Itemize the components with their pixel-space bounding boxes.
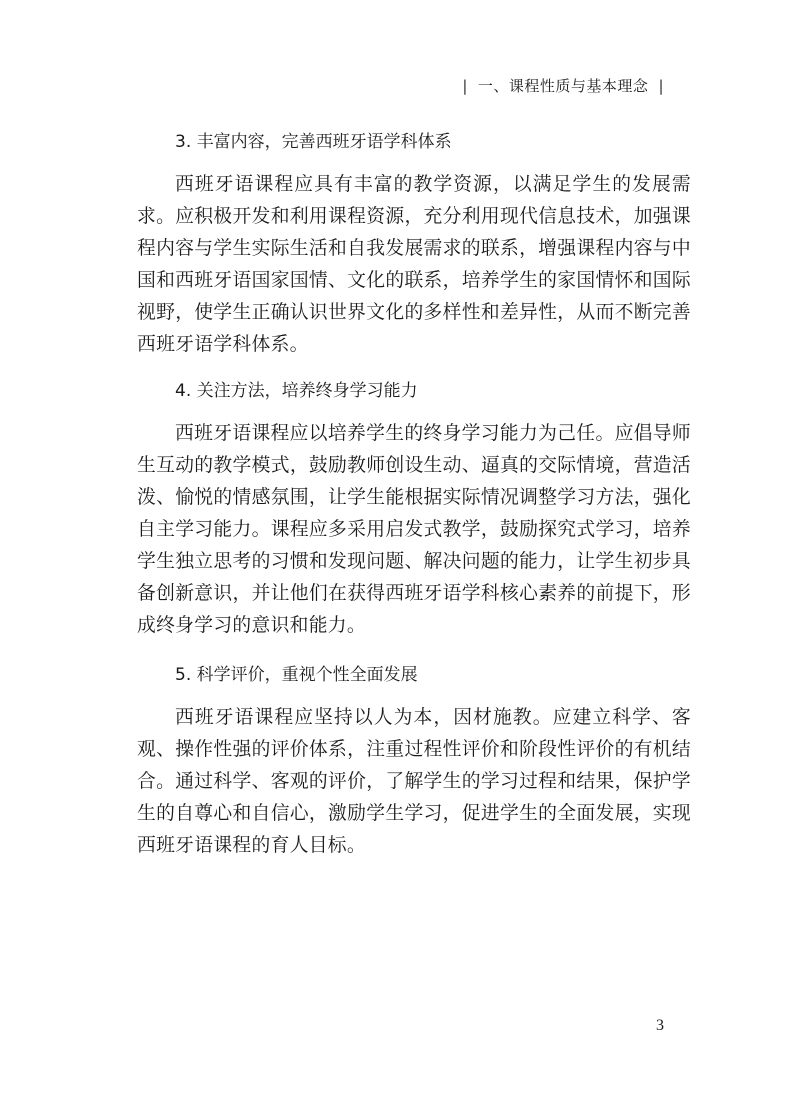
- section-paragraph: 西班牙语课程应坚持以人为本，因材施教。应建立科学、客观、操作性强的评价体系，注重过程性评价和阶段性评价的有机结合。通过科学、客观的评价，了解学生的学习过程和结果，保护学生的自尊心和自信心，激励学生学习，促进学生的全面发展，实现西班牙语课程的育人目标。: [137, 707, 691, 856]
- section-heading: 3. 丰富内容，完善西班牙语学科体系: [175, 132, 452, 152]
- page-number: 3: [656, 1017, 664, 1034]
- running-header: [452, 76, 674, 96]
- section-heading: 5. 科学评价，重视个性全面发展: [175, 665, 418, 685]
- section-heading: 4. 关注方法，培养终身学习能力: [175, 381, 418, 401]
- section-paragraph: 西班牙语课程应以培养学生的终身学习能力为己任。应倡导师生互动的教学模式，鼓励教师创设生动、逼真的交际情境，营造活泼、愉悦的情感氛围，让学生能根据实际情况调整学习方法，强化自主学习能力。课程应多采用启发式教学，鼓励探究式学习，培养学生独立思考的习惯和发现问题、解决问题的能力，让学生初步具备创新意识，并让他们在获得西班牙语学科核心素养的前提下，形成终身学习的意识和能力。: [137, 423, 691, 636]
- chapter-title: 一、课程性质与基本理念: [477, 77, 649, 95]
- header-divider-right: |: [658, 77, 664, 95]
- header-divider-left: |: [462, 77, 468, 95]
- section-paragraph: 西班牙语课程应具有丰富的教学资源，以满足学生的发展需求。应积极开发和利用课程资源，充分利用现代信息技术，加强课程内容与学生实际生活和自我发展需求的联系，增强课程内容与中国和西班牙语国家国情、文化的联系，培养学生的家国情怀和国际视野，使学生正确认识世界文化的多样性和差异性，从而不断完善西班牙语学科体系。: [137, 174, 691, 355]
